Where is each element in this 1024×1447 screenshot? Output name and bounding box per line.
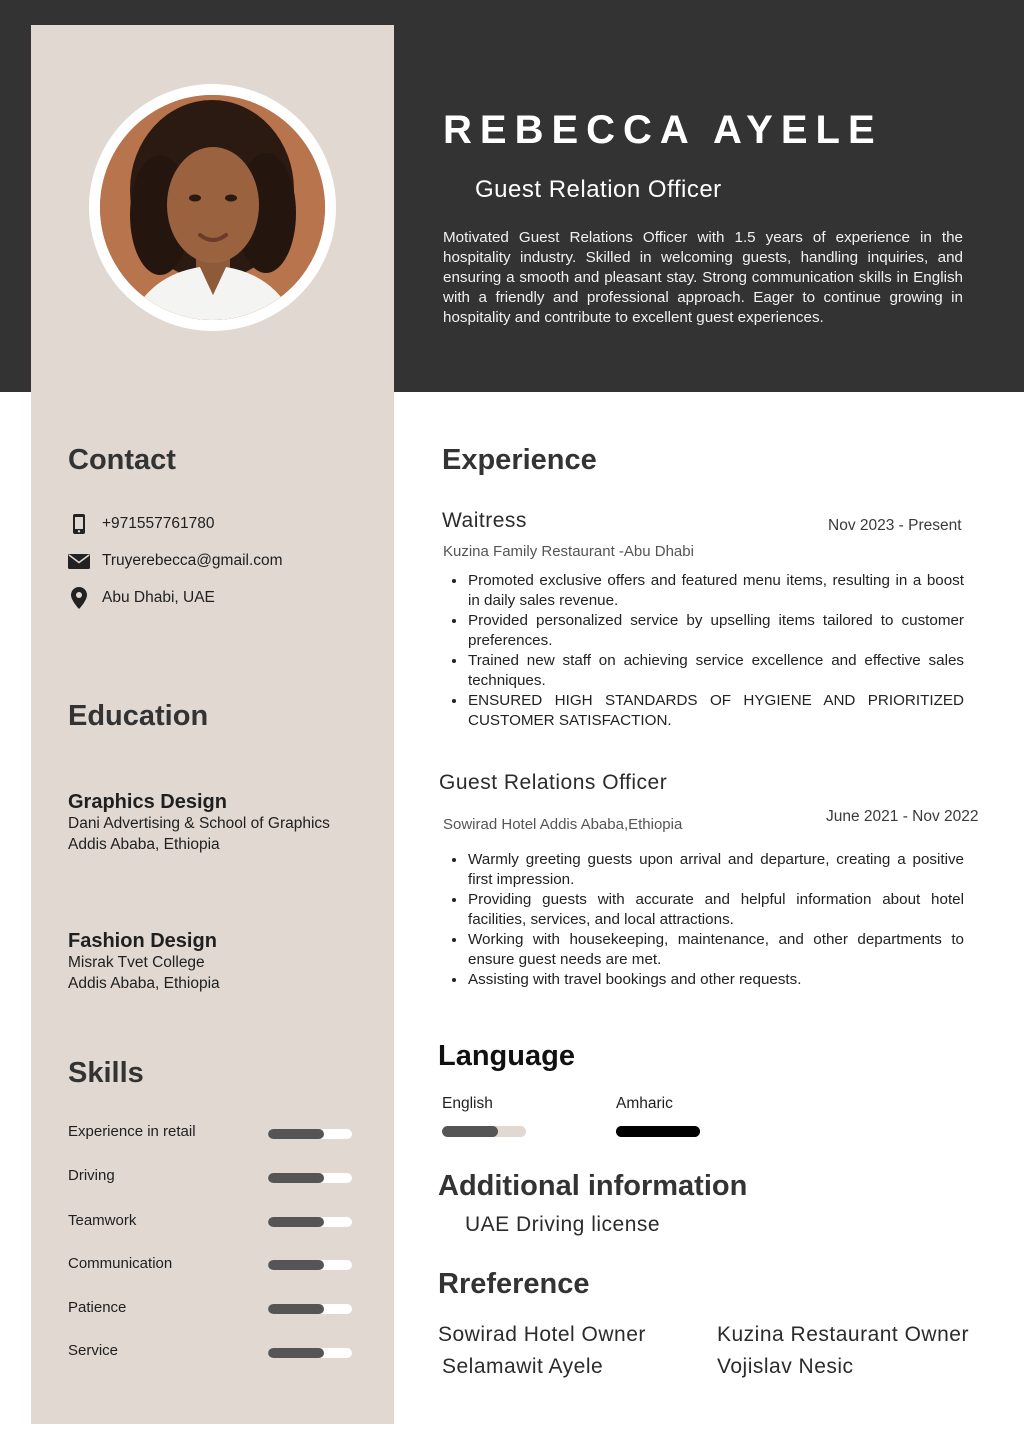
location-text: Abu Dhabi, UAE	[102, 589, 215, 606]
education-school: Dani Advertising & School of Graphics	[68, 815, 330, 832]
skill-label: Communication	[68, 1255, 173, 1272]
contact-location	[68, 586, 215, 610]
skill-bar-fill	[268, 1173, 324, 1183]
profile-summary: Motivated Guest Relations Officer with 1.5 years of experience in the hospitality industry. Skilled in welcoming guests, handling inquiries, and ensuring a smooth and pleasant stay. Strong communication skills in English with a friendly and professional approach. Eager to continue growing in hospitality and contribute to excellent guest experiences.	[443, 229, 963, 326]
skill-bar-fill	[268, 1348, 324, 1358]
additional-text: UAE Driving license	[465, 1213, 661, 1236]
education-title: Fashion Design	[68, 930, 217, 952]
skill-bar-fill	[268, 1260, 324, 1270]
language-bar	[442, 1126, 526, 1137]
job-place: Sowirad Hotel Addis Ababa,Ethiopia	[443, 816, 683, 833]
location-pin-icon	[68, 587, 90, 609]
skill-bar-fill	[268, 1129, 324, 1139]
skill-bar	[268, 1129, 352, 1139]
job-title: Waitress	[442, 509, 527, 532]
education-place: Addis Ababa, Ethiopia	[68, 835, 220, 853]
skill-bar	[268, 1304, 352, 1314]
education-item	[68, 791, 330, 855]
list-item: • Assisting with travel bookings and other requests.	[467, 970, 964, 990]
list-item: • Warmly greeting guests upon arrival and departure, creating a positive first impression.	[467, 850, 964, 890]
education-place: Addis Ababa, Ethiopia	[68, 974, 220, 992]
skill-bar-fill	[268, 1217, 324, 1227]
avatar-illustration	[100, 95, 325, 320]
list-item: • Providing guests with accurate and helpful information about hotel facilities, services, and local attractions.	[467, 890, 964, 930]
skill-label: Teamwork	[68, 1212, 137, 1229]
language-bar	[616, 1126, 700, 1137]
contact-phone	[68, 512, 215, 536]
skill-bar	[268, 1260, 352, 1270]
job-place: Kuzina Family Restaurant -Abu Dhabi	[443, 543, 694, 560]
list-item: • Promoted exclusive offers and featured menu items, resulting in a boost in daily sales revenue.	[467, 571, 964, 611]
list-item: • Provided personalized service by upselling items tailored to customer preferences.	[467, 611, 964, 651]
experience-heading: Experience	[442, 444, 597, 476]
skill-label: Patience	[68, 1299, 127, 1316]
skill-bar	[268, 1217, 352, 1227]
education-title: Graphics Design	[68, 791, 227, 813]
reference-heading: Rreference	[438, 1268, 590, 1300]
list-item: • Trained new staff on achieving service excellence and effective sales techniques.	[467, 651, 964, 691]
phone-icon	[68, 513, 90, 535]
additional-heading: Additional information	[438, 1170, 748, 1202]
job-bullets	[443, 850, 964, 990]
language-bar-fill	[442, 1126, 498, 1137]
email-address[interactable]: Truyerebecca@gmail.com	[102, 552, 283, 569]
skills-heading: Skills	[68, 1057, 144, 1089]
job-role: Guest Relation Officer	[475, 176, 722, 203]
contact-heading: Contact	[68, 444, 176, 476]
candidate-name: REBECCA AYELE	[443, 108, 883, 152]
language-label: Amharic	[616, 1095, 673, 1112]
mail-icon	[68, 550, 90, 572]
job-date: June 2021 - Nov 2022	[826, 808, 979, 825]
skill-bar	[268, 1173, 352, 1183]
reference-person: Selamawit Ayele	[442, 1355, 604, 1378]
skill-bar-fill	[268, 1304, 324, 1314]
language-heading: Language	[438, 1040, 575, 1072]
reference-org: Sowirad Hotel Owner	[438, 1323, 646, 1346]
language-bar-fill	[616, 1126, 700, 1137]
job-date: Nov 2023 - Present	[828, 517, 962, 534]
skill-label: Experience in retail	[68, 1123, 196, 1140]
reference-org: Kuzina Restaurant Owner	[717, 1323, 969, 1346]
education-heading: Education	[68, 700, 209, 732]
education-item	[68, 930, 220, 994]
list-item: • ENSURED HIGH STANDARDS OF HYGIENE AND PRIORITIZED CUSTOMER SATISFACTION.	[467, 691, 964, 731]
skill-label: Service	[68, 1342, 119, 1359]
list-item: • Working with housekeeping, maintenance, and other departments to ensure guest needs are met.	[467, 930, 964, 970]
job-title: Guest Relations Officer	[439, 771, 668, 794]
skill-label: Driving	[68, 1167, 115, 1184]
skill-bar	[268, 1348, 352, 1358]
job-bullets	[443, 571, 964, 731]
reference-person: Vojislav Nesic	[717, 1355, 854, 1378]
education-school: Misrak Tvet College	[68, 954, 205, 971]
phone-number: +971557761780	[102, 515, 215, 532]
contact-email	[68, 549, 283, 573]
language-label: English	[442, 1095, 493, 1112]
avatar	[100, 95, 325, 320]
